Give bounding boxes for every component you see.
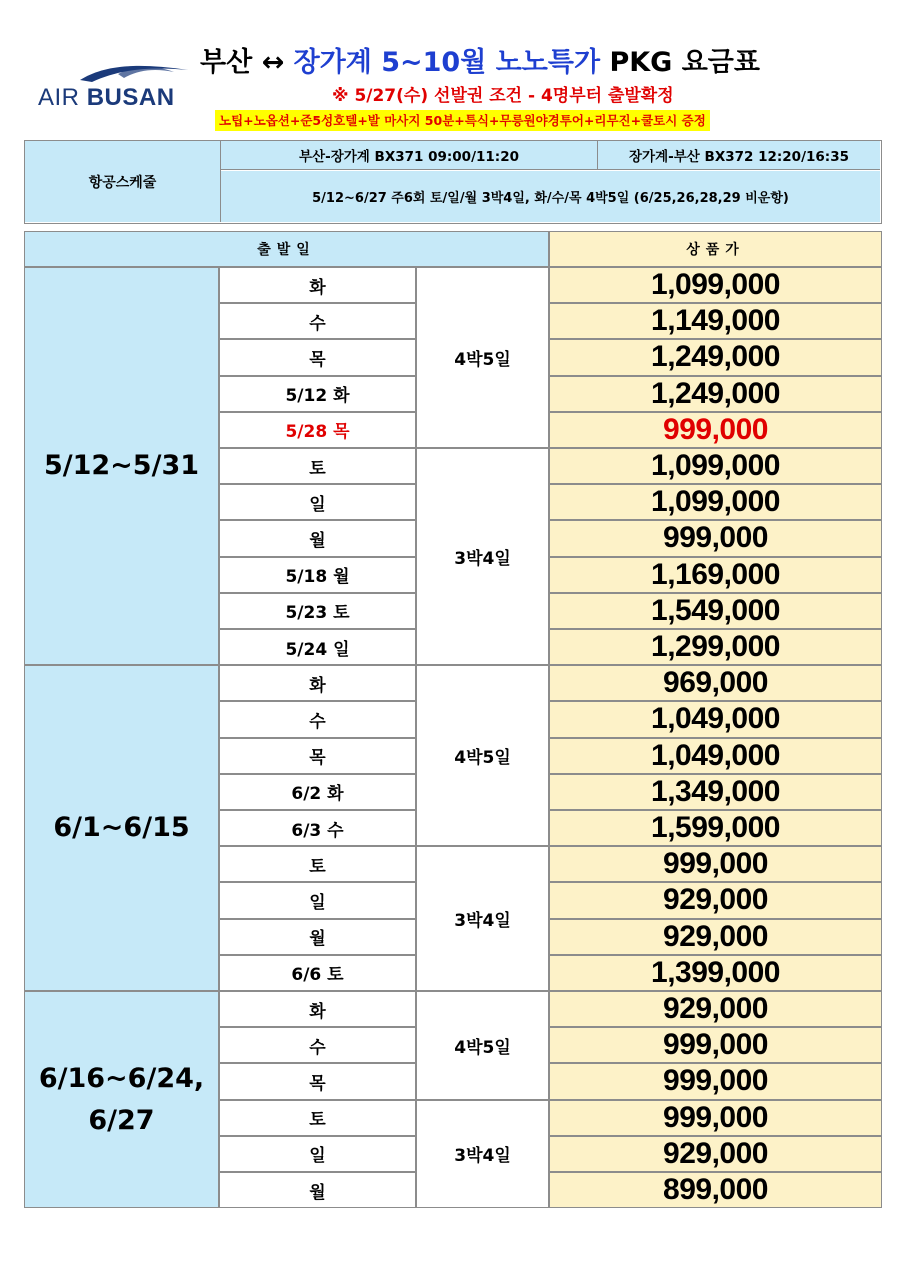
departure-day: 월 [219,1172,416,1208]
departure-day: 5/18 월 [219,557,416,593]
departure-day: 월 [219,919,416,955]
departure-day: 5/12 화 [219,376,416,412]
title-route: 부산 ↔ [200,47,294,78]
trip-duration: 3박4일 [416,1100,549,1209]
departure-day: 목 [219,339,416,375]
package-includes: 노팁+노옵션+준5성호텔+발 마사지 50분+특식+무릉원야경투어+리무진+쿨토시 증정 [215,110,710,131]
product-price: 1,099,000 [549,448,882,484]
departure-day: 수 [219,303,416,339]
title-promo: 장가계 5~10월 노노특가 [293,47,601,78]
product-price: 999,000 [549,1100,882,1136]
trip-duration: 4박5일 [416,665,549,846]
departure-day: 일 [219,882,416,918]
header-departure-date: 출발일 [24,231,549,267]
product-price: 1,249,000 [549,339,882,375]
booking-condition: ※ 5/27(수) 선발권 조건 - 4명부터 출발확정 [332,86,674,106]
departure-day: 6/2 화 [219,774,416,810]
departure-day: 월 [219,520,416,556]
departure-period: 6/1~6/15 [24,665,219,991]
departure-day: 토 [219,846,416,882]
departure-period: 6/16~6/24, 6/27 [24,991,219,1208]
product-price: 929,000 [549,919,882,955]
product-price: 969,000 [549,665,882,701]
product-price: 1,099,000 [549,267,882,303]
product-price: 1,399,000 [549,955,882,991]
departure-day: 목 [219,1063,416,1099]
departure-day: 5/24 일 [219,629,416,665]
departure-day: 6/6 토 [219,955,416,991]
departure-day: 화 [219,267,416,303]
departure-day: 6/3 수 [219,810,416,846]
departure-day: 화 [219,665,416,701]
departure-day: 목 [219,738,416,774]
product-price: 1,049,000 [549,738,882,774]
product-price: 999,000 [549,846,882,882]
departure-day: 5/28 목 [219,412,416,448]
schedule-label: 항공스케줄 [25,141,221,222]
departure-day: 일 [219,1136,416,1172]
header-product-price: 상품가 [549,231,882,267]
air-busan-logo [38,60,190,110]
product-price: 999,000 [549,1063,882,1099]
product-price: 899,000 [549,1172,882,1208]
logo-air: AIR [38,84,80,111]
product-price: 1,249,000 [549,376,882,412]
departure-day: 수 [219,701,416,737]
product-price: 929,000 [549,882,882,918]
bird-icon [78,60,190,86]
operation-schedule: 5/12~6/27 주6회 토/일/월 3박4일, 화/수/목 4박5일 (6/25,26,28,29 비운항) [221,171,880,222]
departure-day: 수 [219,1027,416,1063]
product-price: 999,000 [549,520,882,556]
trip-duration: 4박5일 [416,267,549,448]
product-price: 929,000 [549,1136,882,1172]
product-price: 1,049,000 [549,701,882,737]
trip-duration: 3박4일 [416,846,549,991]
trip-duration: 3박4일 [416,448,549,665]
trip-duration: 4박5일 [416,991,549,1100]
logo-wordmark [38,84,175,112]
product-price: 1,149,000 [549,303,882,339]
price-table [24,231,882,1209]
logo-busan: BUSAN [86,84,175,111]
product-price: 1,299,000 [549,629,882,665]
product-price: 999,000 [549,412,882,448]
product-price: 1,549,000 [549,593,882,629]
departure-period: 5/12~5/31 [24,267,219,665]
departure-day: 5/23 토 [219,593,416,629]
product-price: 999,000 [549,1027,882,1063]
inbound-flight: 장가계-부산 BX372 12:20/16:35 [598,141,880,170]
product-price: 1,099,000 [549,484,882,520]
departure-day: 토 [219,448,416,484]
page-title [200,40,890,80]
departure-day: 화 [219,991,416,1027]
product-price: 1,599,000 [549,810,882,846]
outbound-flight: 부산-장가계 BX371 09:00/11:20 [221,141,598,170]
departure-day: 일 [219,484,416,520]
departure-day: 토 [219,1100,416,1136]
flight-schedule-table [24,140,882,224]
product-price: 929,000 [549,991,882,1027]
title-suffix: PKG 요금표 [600,47,760,78]
product-price: 1,169,000 [549,557,882,593]
product-price: 1,349,000 [549,774,882,810]
